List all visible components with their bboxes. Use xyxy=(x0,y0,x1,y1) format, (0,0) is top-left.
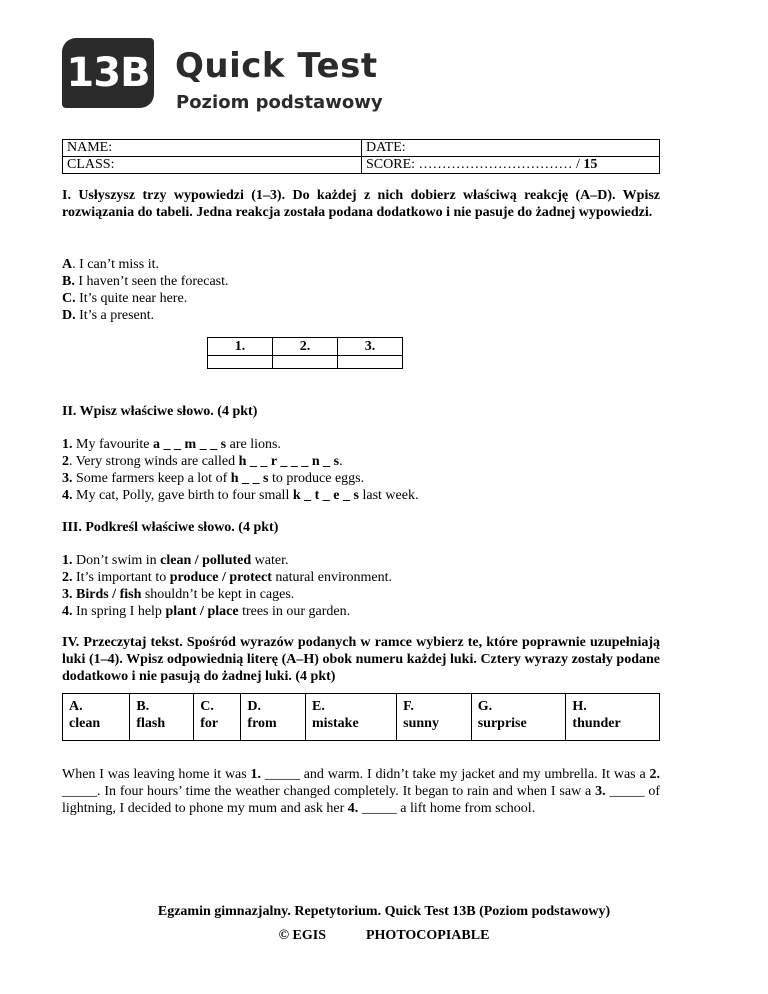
answer-header-2: 2. xyxy=(273,338,338,356)
choice-words[interactable]: Birds / fish xyxy=(76,587,142,602)
section-1-instruction: I. Usłyszysz trzy wypowiedzi (1–3). Do każdej z nich dobierz właściwą reakcję (A–D). Wpisz rozwiązania do tabeli. Jedna reakcja została podana dodatkowo i nie pasuje do żadnej wypowiedzi. xyxy=(62,188,660,220)
list-item: 3. Some farmers keep a lot of h _ _ s to produce eggs. xyxy=(62,471,365,486)
section-4 xyxy=(62,634,660,685)
word-cell-b: B. flash xyxy=(130,694,194,741)
section-1 xyxy=(62,187,660,221)
option-d: D. It’s a present. xyxy=(62,308,155,323)
gap-number: 3. xyxy=(595,784,606,799)
option-letter: A xyxy=(62,257,73,272)
name-field[interactable]: NAME: xyxy=(63,140,362,157)
student-info-table xyxy=(62,139,660,174)
section-3 xyxy=(62,519,660,536)
gap-word[interactable]: h _ _ r _ _ _ n _ s xyxy=(238,454,340,469)
option-c: C. It’s quite near here. xyxy=(62,291,188,306)
word-cell-c: C. for xyxy=(194,694,241,741)
word-box xyxy=(62,693,660,741)
answer-table xyxy=(207,337,403,369)
answer-header-3: 3. xyxy=(338,338,403,356)
gap-number: 1. xyxy=(250,767,262,782)
answer-header-1: 1. xyxy=(208,338,273,356)
gap-text xyxy=(62,766,660,817)
answer-cell-3[interactable] xyxy=(338,356,403,369)
list-item: 1. Don’t swim in clean / polluted water. xyxy=(62,553,289,568)
option-letter: B. xyxy=(62,274,75,289)
word-cell-a: A. clean xyxy=(63,694,130,741)
score-field[interactable] xyxy=(362,157,660,174)
option-b: B. I haven’t seen the forecast. xyxy=(62,274,229,289)
list-item: 2. It’s important to produce / protect natural environment. xyxy=(62,570,392,585)
word-cell-g: G. surprise xyxy=(471,694,566,741)
score-label: SCORE: …………………………… / xyxy=(366,157,584,172)
answer-cell-1[interactable] xyxy=(208,356,273,369)
gap-word[interactable]: k _ t _ e _ s xyxy=(292,488,359,503)
option-letter: D. xyxy=(62,308,76,323)
class-field[interactable]: CLASS: xyxy=(63,157,362,174)
list-item: 3. Birds / fish shouldn’t be kept in cages. xyxy=(62,587,295,602)
option-letter: C. xyxy=(62,291,76,306)
section-4-instruction: IV. Przeczytaj tekst. Spośród wyrazów podanych w ramce wybierz te, które poprawnie uzupełniają luki (1–4). Wpisz odpowiednią literę (A–H) obok numeru każdej luki. Cztery wyrazy zostały podane dodatkowo i nie pasują do żadnej luki. (4 pkt) xyxy=(62,635,660,684)
footer-line: Egzamin gimnazjalny. Repetytorium. Quick Test 13B (Poziom podstawowy) xyxy=(157,904,611,919)
copyright: © EGIS xyxy=(278,928,326,943)
choice-words[interactable]: plant / place xyxy=(165,604,239,619)
footer-copyright xyxy=(0,928,768,944)
section-2 xyxy=(62,403,660,420)
gap-word[interactable]: a _ _ m _ _ s xyxy=(152,437,227,452)
page-header xyxy=(62,32,662,112)
choice-words[interactable]: produce / protect xyxy=(169,570,272,585)
section-1-options xyxy=(62,256,660,324)
date-field[interactable]: DATE: xyxy=(362,140,660,157)
word-cell-e: E. mistake xyxy=(306,694,397,741)
list-item: 4. My cat, Polly, gave birth to four small k _ t _ e _ s last week. xyxy=(62,488,419,503)
word-cell-d: D. from xyxy=(241,694,306,741)
gap-word[interactable]: h _ _ s xyxy=(230,471,269,486)
gap-number: 4. xyxy=(347,801,359,816)
list-item: 4. In spring I help plant / place trees in our garden. xyxy=(62,604,351,619)
gap-number: 2. xyxy=(649,767,660,782)
score-total: 15 xyxy=(583,157,598,172)
section-2-items xyxy=(62,436,660,504)
unit-badge: 13B xyxy=(62,38,154,108)
word-cell-f: F. sunny xyxy=(397,694,472,741)
list-item: 2. Very strong winds are called h _ _ r _ _ _ n _ s. xyxy=(62,454,343,469)
page-title: Quick Test xyxy=(175,46,378,86)
section-3-instruction: III. Podkreśl właściwe słowo. (4 pkt) xyxy=(62,520,279,535)
page-subtitle: Poziom podstawowy xyxy=(176,92,383,113)
word-cell-h: H. thunder xyxy=(566,694,660,741)
section-3-items xyxy=(62,552,660,620)
list-item: 1. My favourite a _ _ m _ _ s are lions. xyxy=(62,437,281,452)
gap-text-paragraph: When I was leaving home it was 1. _____ and warm. I didn’t take my jacket and my umbrella. It was a 2. _____. In four hours’ time the weather changed completely. It began to rain and when I saw a 3. _____ of lightning, I decided to phone my mum and ask her 4. _____ a lift home from school. xyxy=(62,767,660,816)
option-a: A. I can’t miss it. xyxy=(62,257,159,272)
section-2-instruction: II. Wpisz właściwe słowo. (4 pkt) xyxy=(62,404,258,419)
choice-words[interactable]: clean / polluted xyxy=(160,553,252,568)
answer-cell-2[interactable] xyxy=(273,356,338,369)
photocopiable: PHOTOCOPIABLE xyxy=(365,928,490,943)
